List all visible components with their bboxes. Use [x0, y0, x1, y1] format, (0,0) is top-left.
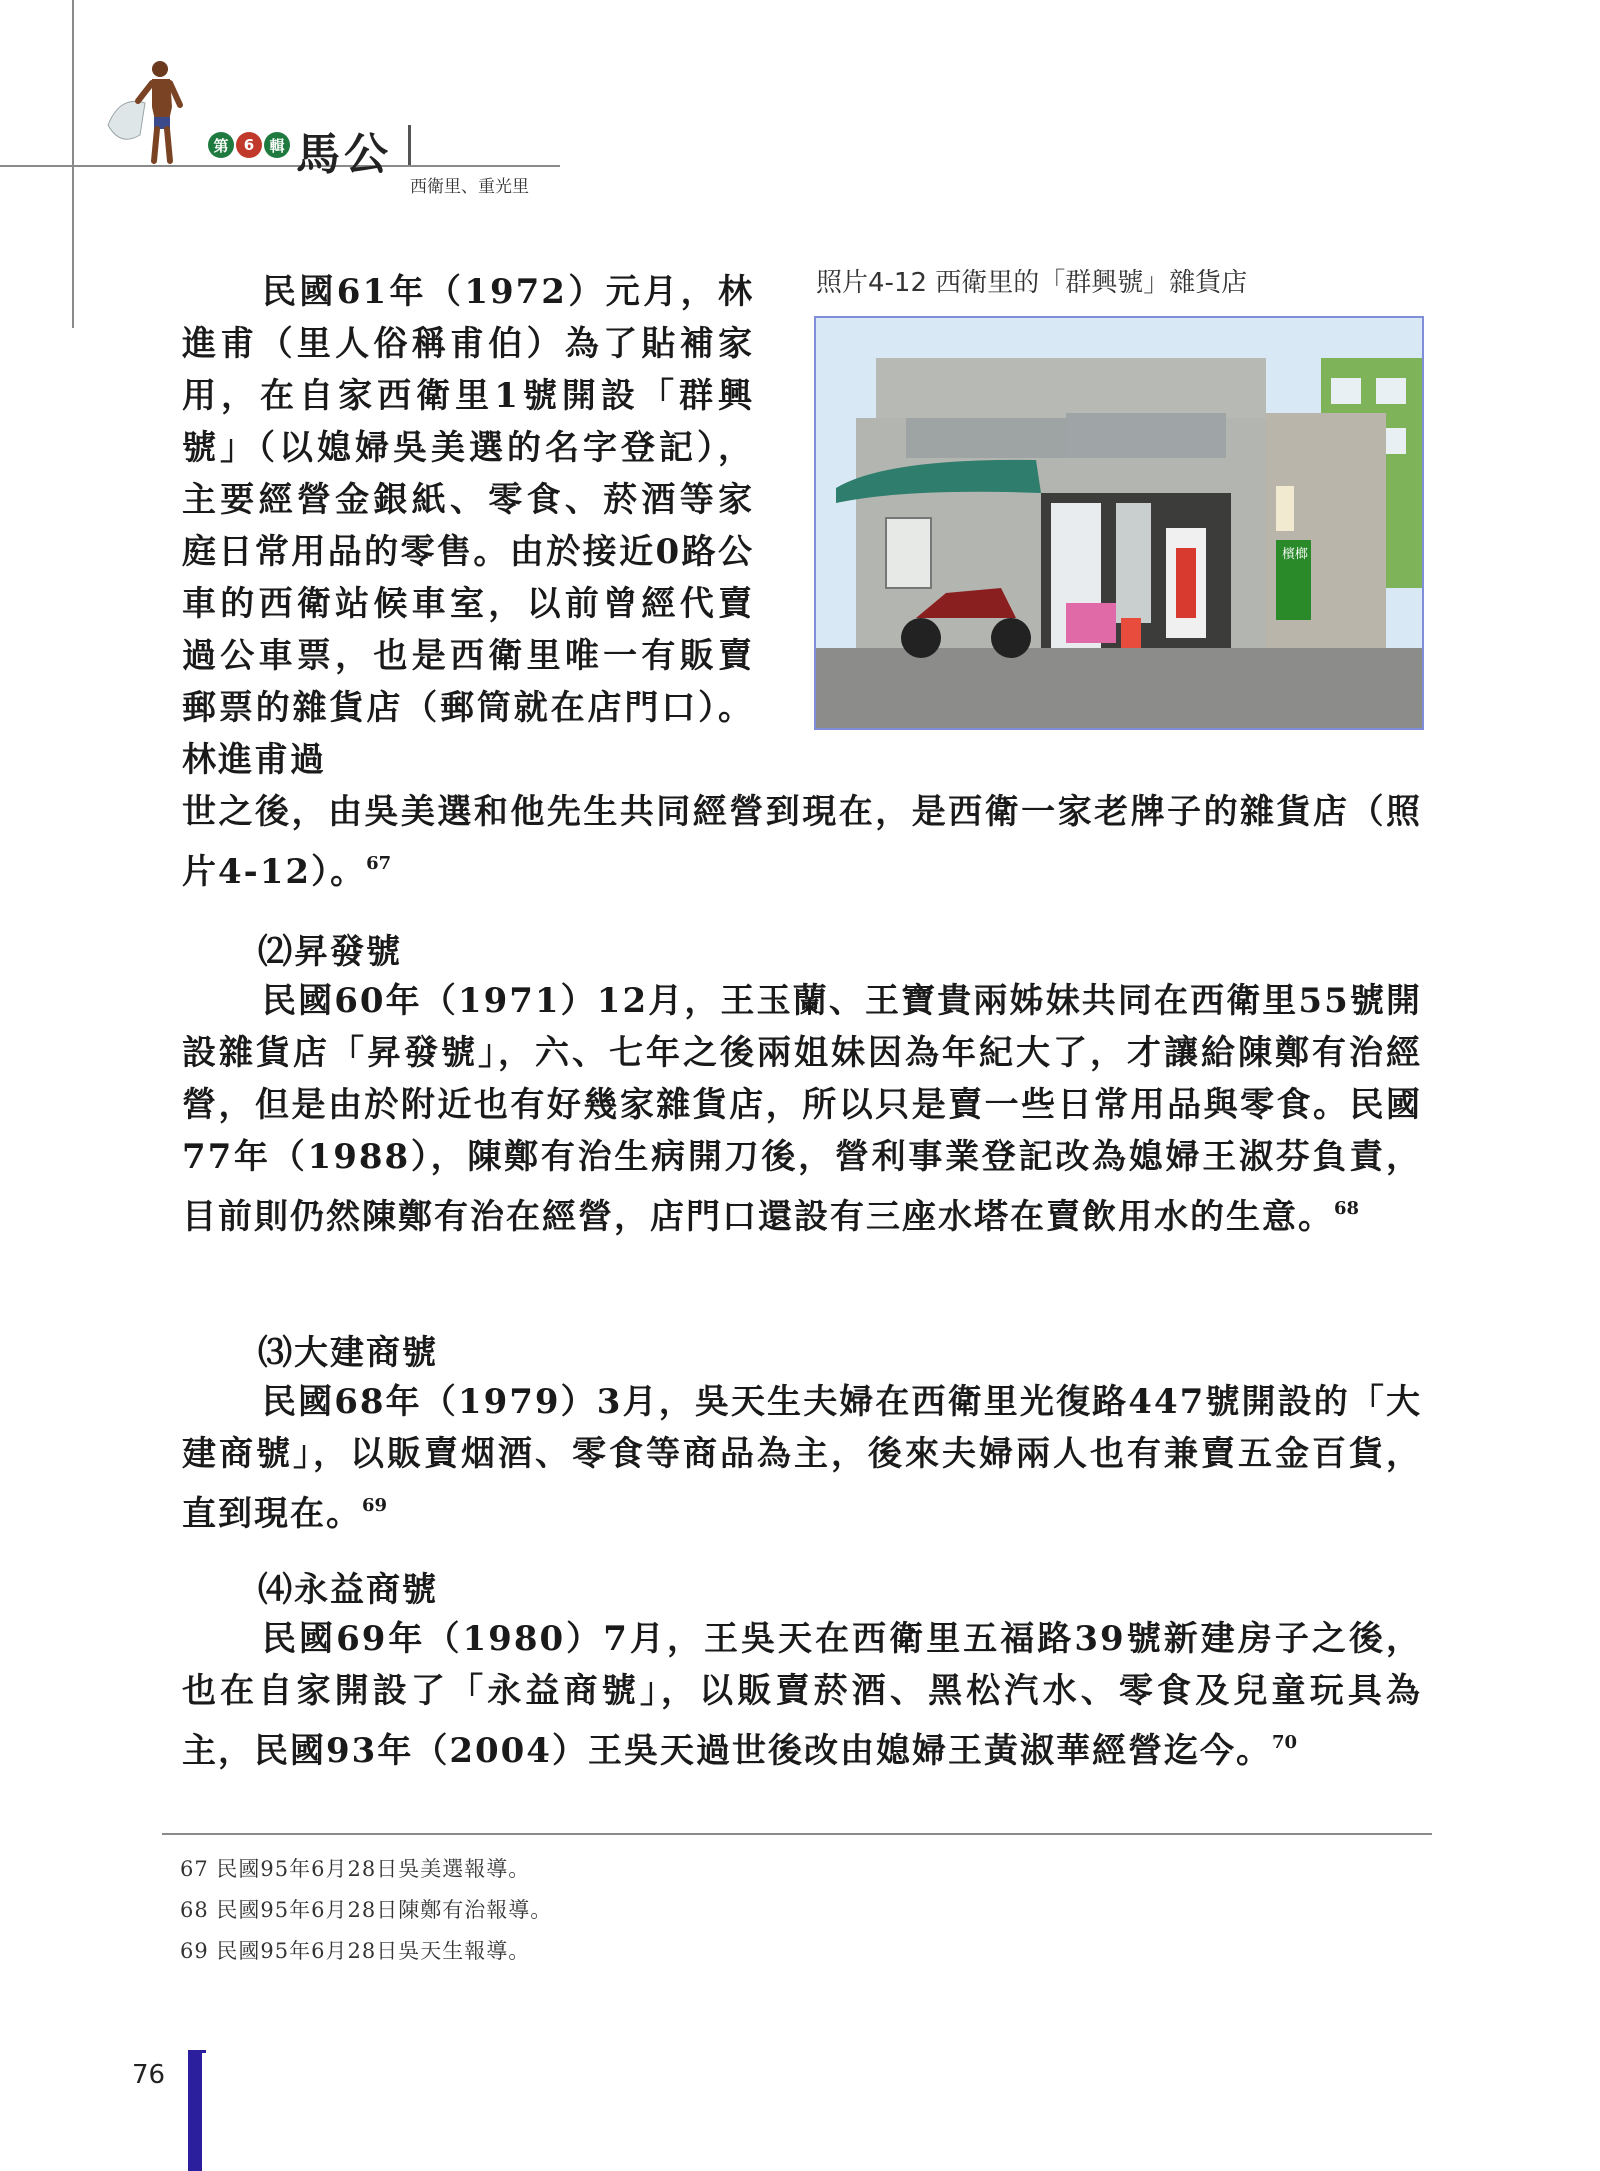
section4-text: 民國69年（1980）7月，王吳天在西衛里五福路39號新建房子之後，也在自家開設了「永益商號」，以販賣菸酒、黑松汽水、零食及兒童玩具為主，民國93年（2004）王吳天過世後改由媳婦王黃淑華經營迄今。 — [182, 1619, 1422, 1771]
header-vertical-rule — [72, 0, 74, 328]
footnote-ref-70: 70 — [1271, 1732, 1298, 1753]
chapter-number: 6 — [236, 132, 262, 158]
section3-text: 民國68年（1979）3月，吳天生夫婦在西衛里光復路447號開設的「大建商號」，以販賣烟酒、零食等商品為主，後來夫婦兩人也有兼賣五金百貨，直到現在。 — [182, 1382, 1422, 1534]
photo-caption: 照片4-12 西衛里的「群興號」雜貨店 — [816, 268, 1248, 298]
chapter-subtitle: 西衛里、重光里 — [410, 177, 529, 197]
section3-heading: ⑶大建商號 — [258, 1333, 438, 1373]
store-photo-illustration — [816, 318, 1422, 728]
page-edge-bar — [188, 2050, 202, 2171]
section3-paragraph — [182, 1376, 1422, 1540]
section1-text-end: 世之後，由吳美選和他先生共同經營到現在，是西衛一家老牌子的雜貨店（照片4-12）。 — [182, 792, 1422, 892]
section4-heading: ⑷永益商號 — [258, 1570, 438, 1610]
footnote-69: 69 民國95年6月28日吳天生報導。 — [180, 1939, 531, 1963]
fisherman-icon — [100, 55, 190, 167]
chapter-badge — [208, 132, 290, 158]
section2-paragraph — [182, 975, 1422, 1243]
chapter-suffix: 輯 — [264, 132, 290, 158]
section4-paragraph — [182, 1613, 1422, 1777]
footnote-68: 68 民國95年6月28日陳鄭有治報導。 — [180, 1898, 553, 1922]
footnote-rule — [162, 1833, 1432, 1835]
page-edge-tick — [188, 2050, 206, 2053]
sign-text: 檳榔 — [1282, 547, 1309, 562]
footnote-ref-68: 68 — [1334, 1198, 1360, 1219]
store-photo — [814, 316, 1424, 730]
footnote-67: 67 民國95年6月28日吳美選報導。 — [180, 1857, 531, 1881]
chapter-title: 馬公 — [296, 129, 392, 180]
header-horizontal-rule — [0, 165, 560, 167]
page-number: 76 — [132, 2060, 166, 2090]
footnote-ref-67: 67 — [366, 853, 392, 874]
section1-paragraph-start — [182, 266, 754, 786]
section2-text: 民國60年（1971）12月，王玉蘭、王寶貴兩姊妹共同在西衛里55號開設雜貨店「昇發號」，六、七年之後兩姐妹因為年紀大了，才讓給陳鄭有治經營，但是由於附近也有好幾家雜貨店，所以只是賣一些日常用品與零食。民國77年（1988），陳鄭有治生病開刀後，營利事業登記改為媳婦王淑芬負責，目前則仍然陳鄭有治在經營，店門口還設有三座水塔在賣飲用水的生意。 — [182, 981, 1422, 1237]
chapter-prefix: 第 — [208, 132, 234, 158]
section2-heading: ⑵昇發號 — [258, 932, 402, 972]
section1-paragraph-end — [182, 786, 1422, 898]
header-title-divider — [408, 125, 411, 165]
section1-text-start: 民國61年（1972）元月，林進甫（里人俗稱甫伯）為了貼補家用，在自家西衛里1號開設「群興號」（以媳婦吳美選的名字登記），主要經營金銀紙、零食、菸酒等家庭日常用品的零售。由於接近0路公車的西衛站候車室，以前曾經代賣過公車票，也是西衛里唯一有販賣郵票的雜貨店（郵筒就在店門口）。林進甫過 — [182, 272, 754, 780]
footnote-ref-69: 69 — [362, 1495, 388, 1516]
